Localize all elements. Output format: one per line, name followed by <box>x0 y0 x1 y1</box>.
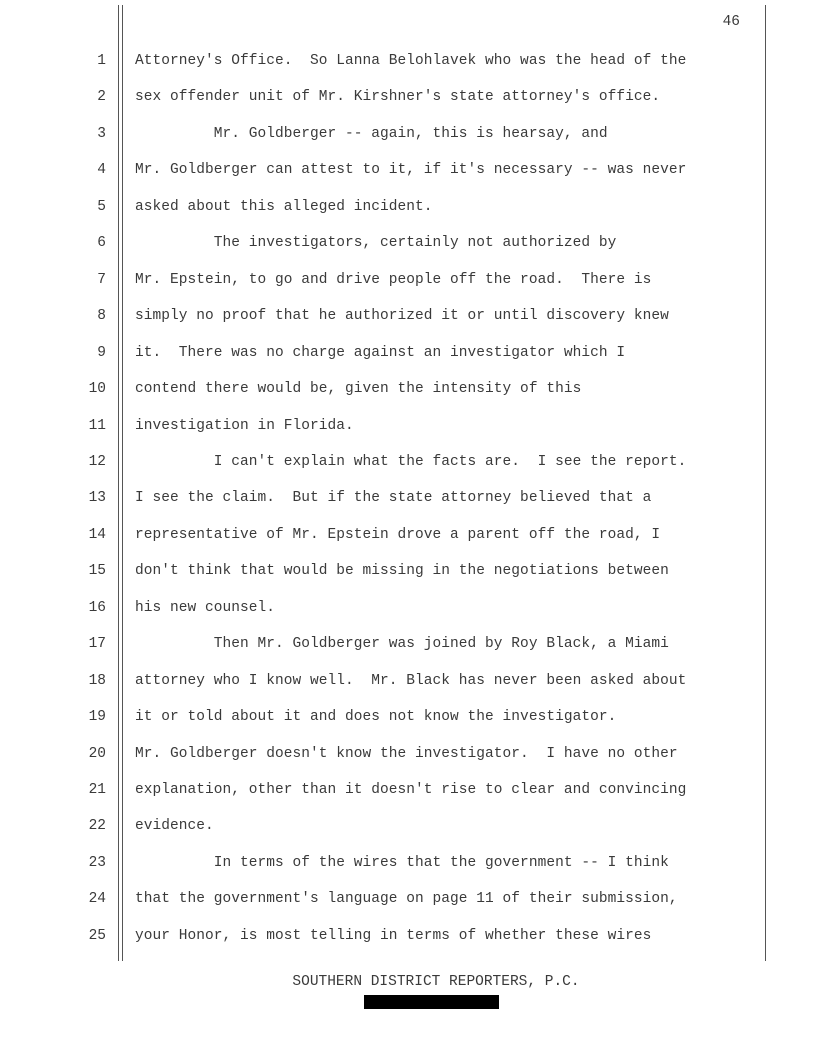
redaction-bar <box>364 995 499 1009</box>
line-number: 12 <box>88 453 106 470</box>
left-margin-rule-inner <box>122 5 123 961</box>
line-text: Mr. Epstein, to go and drive people off the road. There is <box>135 271 652 288</box>
line-number: 21 <box>88 782 106 798</box>
line-text: asked about this alleged incident. <box>135 198 433 215</box>
line-number: 25 <box>88 927 106 944</box>
line-number: 18 <box>88 672 106 689</box>
line-number: 22 <box>88 818 106 835</box>
line-number: 5 <box>97 198 106 215</box>
line-number: 7 <box>97 271 106 288</box>
line-number: 20 <box>88 745 106 762</box>
line-text: In terms of the wires that the government -- I think <box>135 854 669 871</box>
line-text: sex offender unit of Mr. Kirshner's state attorney's office. <box>135 89 661 106</box>
line-number: 6 <box>97 235 106 252</box>
line-text: explanation, other than it doesn't rise to clear and convincing <box>135 782 687 798</box>
line-number: 23 <box>88 854 106 871</box>
line-number: 10 <box>88 381 106 398</box>
line-text: contend there would be, given the intensity of this <box>135 381 582 398</box>
line-number: 11 <box>88 417 106 434</box>
line-text: simply no proof that he authorized it or until discovery knew <box>135 308 669 325</box>
line-number: 4 <box>97 162 106 179</box>
line-text: it or told about it and does not know the investigator. <box>135 709 617 726</box>
line-text: Mr. Goldberger can attest to it, if it's necessary -- was never <box>135 162 687 179</box>
page-number: 46 <box>722 14 740 30</box>
line-number: 15 <box>88 563 106 580</box>
line-text: investigation in Florida. <box>135 417 354 434</box>
line-number: 13 <box>88 490 106 507</box>
line-text: that the government's language on page 11 of their submission, <box>135 891 678 908</box>
line-text: I see the claim. But if the state attorney believed that a <box>135 490 652 507</box>
line-text: Mr. Goldberger -- again, this is hearsay, and <box>135 125 608 142</box>
line-text: Attorney's Office. So Lanna Belohlavek who was the head of the <box>135 53 687 69</box>
line-number: 14 <box>88 526 106 543</box>
line-text: attorney who I know well. Mr. Black has never been asked about <box>135 672 687 689</box>
footer-reporter: SOUTHERN DISTRICT REPORTERS, P.C. <box>292 974 580 990</box>
right-margin-rule <box>765 5 766 961</box>
line-text: his new counsel. <box>135 599 276 616</box>
line-number: 2 <box>97 89 106 106</box>
line-text: your Honor, is most telling in terms of whether these wires <box>135 927 652 944</box>
line-text: evidence. <box>135 818 214 835</box>
line-text: I can't explain what the facts are. I see the report. <box>135 453 687 470</box>
line-number: 1 <box>97 53 106 69</box>
line-text: Then Mr. Goldberger was joined by Roy Black, a Miami <box>135 636 669 653</box>
line-number: 17 <box>88 636 106 653</box>
line-number: 16 <box>88 599 106 616</box>
line-number: 3 <box>97 125 106 142</box>
line-text: don't think that would be missing in the negotiations between <box>135 563 669 580</box>
line-number: 24 <box>88 891 106 908</box>
line-number: 19 <box>88 709 106 726</box>
left-margin-rule <box>118 5 119 961</box>
line-text: Mr. Goldberger doesn't know the investigator. I have no other <box>135 745 678 762</box>
line-text: it. There was no charge against an investigator which I <box>135 344 626 361</box>
line-text: representative of Mr. Epstein drove a parent off the road, I <box>135 526 661 543</box>
line-number: 9 <box>97 344 106 361</box>
line-number: 8 <box>97 308 106 325</box>
line-text: The investigators, certainly not authorized by <box>135 235 617 252</box>
